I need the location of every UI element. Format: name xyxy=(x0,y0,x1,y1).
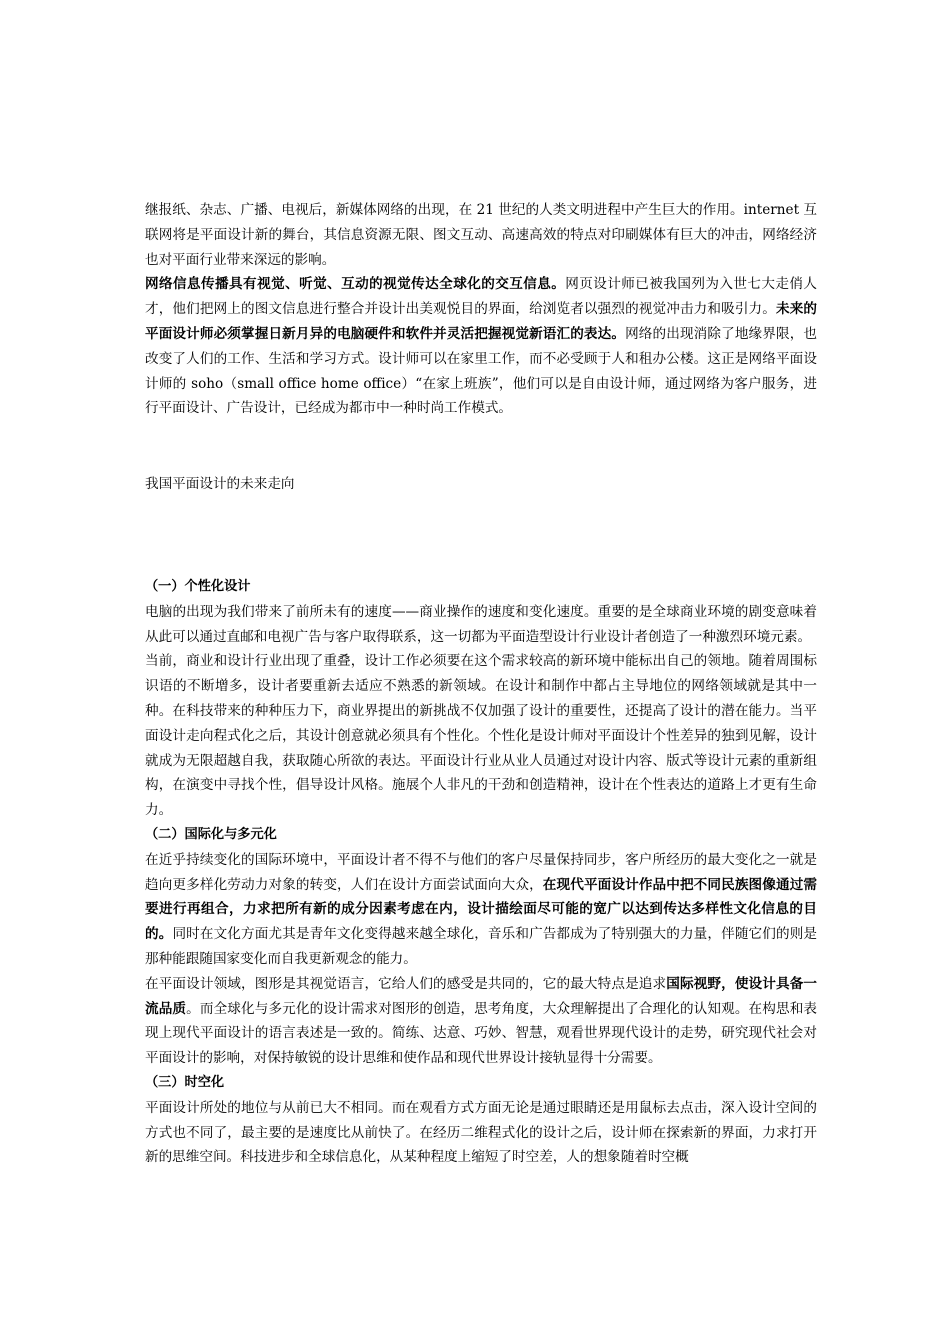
intro-paragraph-2 xyxy=(145,272,817,421)
intro-bold-1: 网络信息传播具有视觉、听觉、互动的视觉传达全球化的交互信息。 xyxy=(145,276,566,293)
intro-bold-2: 未来的平面设计师必须掌握日新月异的电脑硬件和软件并灵活把握视觉新语汇的表达。 xyxy=(145,301,818,342)
section-heading: 我国平面设计的未来走向 xyxy=(145,476,295,493)
spacer xyxy=(145,497,817,575)
section2-bold-1: 在现代平面设计作品中把不同民族图像通过需要进行再组合，力求把所有新的成分因素考虑在内，设计描绘面尽可能的宽广以达到传达多样性文化信息的目的。 xyxy=(145,876,818,943)
section2-text-3: 在平面设计领域，图形是其视觉语言，它给人们的感受是共同的，它的最大特点是追求 xyxy=(145,975,667,992)
section1-title: （一）个性化设计 xyxy=(145,578,251,594)
section2-text-1: 在近乎持续变化的国际环境中，平面设计者不得不与他们的客户尽量保持同步，客户所经历的最大变化之一就是趋向更多样化劳动力对象的转变，人们在设计方面尝试面向大众， xyxy=(145,851,817,893)
document-page xyxy=(145,198,817,1170)
section1-paragraph-1: 电脑的出现为我们带来了前所未有的速度——商业操作的速度和变化速度。重要的是全球商业环境的剧变意味着从此可以通过直邮和电视广告与客户取得联系，这一切都为平面造型设计行业设计者创造了一种激烈环境元素。 xyxy=(145,603,817,645)
section2-bold-2: 国际视野，使设计具备一流品质 xyxy=(145,975,818,1017)
section3-paragraph-1: 平面设计所处的地位与从前已大不相同。而在观看方式方面无论是通过眼睛还是用鼠标去点击，深入设计空间的方式也不同了，最主要的是速度比从前快了。在经历二维程式化的设计之后，设计师在探索新的界面，力求打开新的思维空间。科技进步和全球信息化，从某种程度上缩短了时空差，人的想象随着时空概 xyxy=(145,1099,817,1166)
section2-paragraph-2 xyxy=(145,972,817,1071)
spacer xyxy=(145,421,817,472)
intro-text-1: 网页设计师已被我国列为入世七大走俏人才，他们把网上的图文信息进行整合并设计出美观悦目的界面，给浏览者以强烈的视觉冲击力和吸引力。 xyxy=(145,276,818,318)
section2-paragraph-1 xyxy=(145,848,817,972)
section2-title: （二）国际化与多元化 xyxy=(145,826,277,842)
intro-paragraph-1: 继报纸、杂志、广播、电视后，新媒体网络的出现，在 21 世纪的人类文明进程中产生巨大的作用。internet 互联网将是平面设计新的舞台，其信息资源无限、图文互动、高速高效的特点对印刷媒体有巨大的冲击，网络经济也对平面行业带来深远的影响。 xyxy=(145,202,817,268)
section2-text-4: 。而全球化与多元化的设计需求对图形的创造，思考角度，大众理解提出了合理化的认知观。在构思和表现上现代平面设计的语言表述是一致的。简练、达意、巧妙、智慧，观看世界现代设计的走势，研究现代社会对平面设计的影响，对保持敏锐的设计思维和使作品和现代世界设计接轨显得十分需要。 xyxy=(145,1000,818,1067)
intro-text-2: 网络的出现消除了地缘界限，也改变了人们的工作、生活和学习方式。设计师可以在家里工作，而不必受顾于人和租办公楼。这正是网络平面设计师的 soho（small office home office）“在家上班族”，他们可以是自由设计师，通过网络为客户服务，进行平面设计、广告设计，已经成为都市中一种时尚工作模式。 xyxy=(145,325,818,417)
section2-text-2: 同时在文化方面尤其是青年文化变得越来越全球化，音乐和广告都成为了特别强大的力量，伴随它们的则是那种能跟随国家变化而自我更新观念的能力。 xyxy=(145,926,818,967)
section1-paragraph-2: 当前，商业和设计行业出现了重叠，设计工作必须要在这个需求较高的新环境中能标出自己的领地。随着周围标识语的不断增多，设计者要重新去适应不熟悉的新领域。在设计和制作中都占主导地位的网络领域就是其中一种。在科技带来的种种压力下，商业界提出的新挑战不仅加强了设计的重要性，还提高了设计的潜在能力。当平面设计走向程式化之后，其设计创意就必须具有个性化。个性化是设计师对平面设计个性差异的独到见解，设计就成为无限超越自我，获取随心所欲的表达。平面设计行业从业人员通过对设计内容、版式等设计元素的重新组构，在演变中寻找个性，倡导设计风格。施展个人非凡的干劲和创造精神，设计在个性表达的道路上才更有生命力。 xyxy=(145,653,817,819)
section3-title: （三）时空化 xyxy=(145,1074,225,1090)
